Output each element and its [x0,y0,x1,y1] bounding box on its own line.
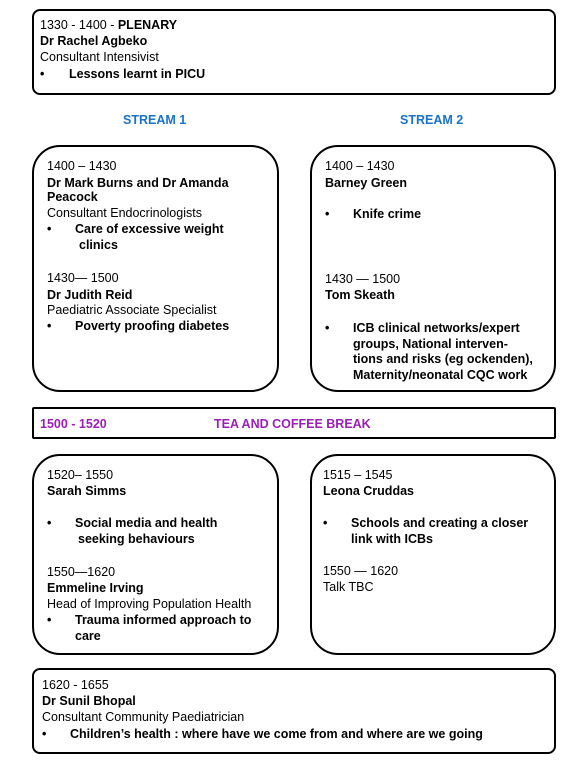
s2b-speaker: Leona Cruddas [323,484,414,498]
stream-2-heading: STREAM 2 [400,113,464,127]
s2a-topic2 [325,321,533,383]
s2b-time2: 1550 — 1620 [323,564,399,578]
s2b-topic [323,516,528,547]
bullet-icon: • [47,222,52,236]
tea-break-label: TEA AND COFFEE BREAK [214,417,371,431]
closing-speaker: Dr Sunil Bhopal [42,694,136,708]
closing-role: Consultant Community Paediatrician [42,710,245,724]
stream-2-session-a [310,145,556,392]
plenary-time-line [40,18,177,33]
s1a-topic2 [47,319,229,335]
s1a-topic-line2: clinics [79,237,118,252]
s2a-topic2-line1: ICB clinical networks/expert [353,321,520,335]
s1b-time2: 1550—1620 [47,565,116,579]
closing-topic-text: Children’s health : where have we come from and where are we going [70,727,483,741]
s2a-time: 1400 – 1430 [325,159,395,173]
s1b-topic2-line1: Trauma informed approach to [75,613,252,627]
closing-topic [42,727,483,743]
s2a-time2: 1430 — 1500 [325,272,401,286]
bullet-icon: • [42,727,47,741]
s1a-speaker-line1: Dr Mark Burns and Dr Amanda [47,176,229,190]
s2b-topic-line1: Schools and creating a closer [351,516,529,530]
s1a-topic-line1: Care of excessive weight [75,222,224,236]
s2b-speaker2: Talk TBC [323,580,374,594]
s1b-speaker: Sarah Simms [47,484,127,498]
plenary-role: Consultant Intensivist [40,50,159,64]
stream-1-session-a [32,145,279,392]
s1a-time2: 1430— 1500 [47,271,119,285]
s1b-role2: Head of Improving Population Health [47,597,252,611]
s1a-role2: Paediatric Associate Specialist [47,303,217,317]
plenary-speaker: Dr Rachel Agbeko [40,34,148,48]
s1b-speaker2: Emmeline Irving [47,581,144,595]
s1b-topic [47,516,217,547]
plenary-time: 1330 - 1400 - [40,18,118,32]
bullet-icon: • [40,67,45,81]
tea-break-bar [32,407,556,439]
s2a-topic2-line4: Maternity/neonatal CQC work [353,367,528,382]
bullet-icon: • [47,516,52,530]
plenary-topic [40,67,205,83]
s1a-role: Consultant Endocrinologists [47,206,202,220]
s1b-topic-line2: seeking behaviours [78,531,195,546]
s2b-topic-line2: link with ICBs [351,531,433,546]
bullet-icon: • [47,613,52,627]
s1b-topic-line1: Social media and health [75,516,218,530]
s1a-topic [47,222,224,253]
closing-box [32,668,556,754]
s1a-speaker2: Dr Judith Reid [47,288,133,302]
s2a-topic [325,207,421,223]
s1b-time: 1520– 1550 [47,468,114,482]
s2b-time: 1515 – 1545 [323,468,393,482]
plenary-label: PLENARY [117,18,178,32]
s2a-topic-text: Knife crime [353,207,422,221]
s1a-topic2-text: Poverty proofing diabetes [75,319,230,333]
bullet-icon: • [47,319,52,333]
stream-1-heading: STREAM 1 [123,113,187,127]
stream-1-session-b [32,454,279,655]
stream-2-session-b [310,454,556,655]
s1b-topic2 [47,613,251,644]
s2a-topic2-line2: groups, National interven- [353,336,508,351]
plenary-box [32,9,556,95]
s1a-speaker-line2: Peacock [47,190,98,204]
s2a-speaker: Barney Green [325,176,407,190]
s1a-time: 1400 – 1430 [47,159,117,173]
plenary-topic-text: Lessons learnt in PICU [69,67,206,81]
bullet-icon: • [323,516,328,530]
bullet-icon: • [325,207,330,221]
s2a-topic2-line3: tions and risks (eg ockenden), [353,352,533,366]
tea-break-time: 1500 - 1520 [40,417,107,431]
closing-time: 1620 - 1655 [42,678,109,692]
bullet-icon: • [325,321,330,335]
s2a-speaker2: Tom Skeath [325,288,395,302]
s1b-topic2-line2: care [75,628,101,643]
